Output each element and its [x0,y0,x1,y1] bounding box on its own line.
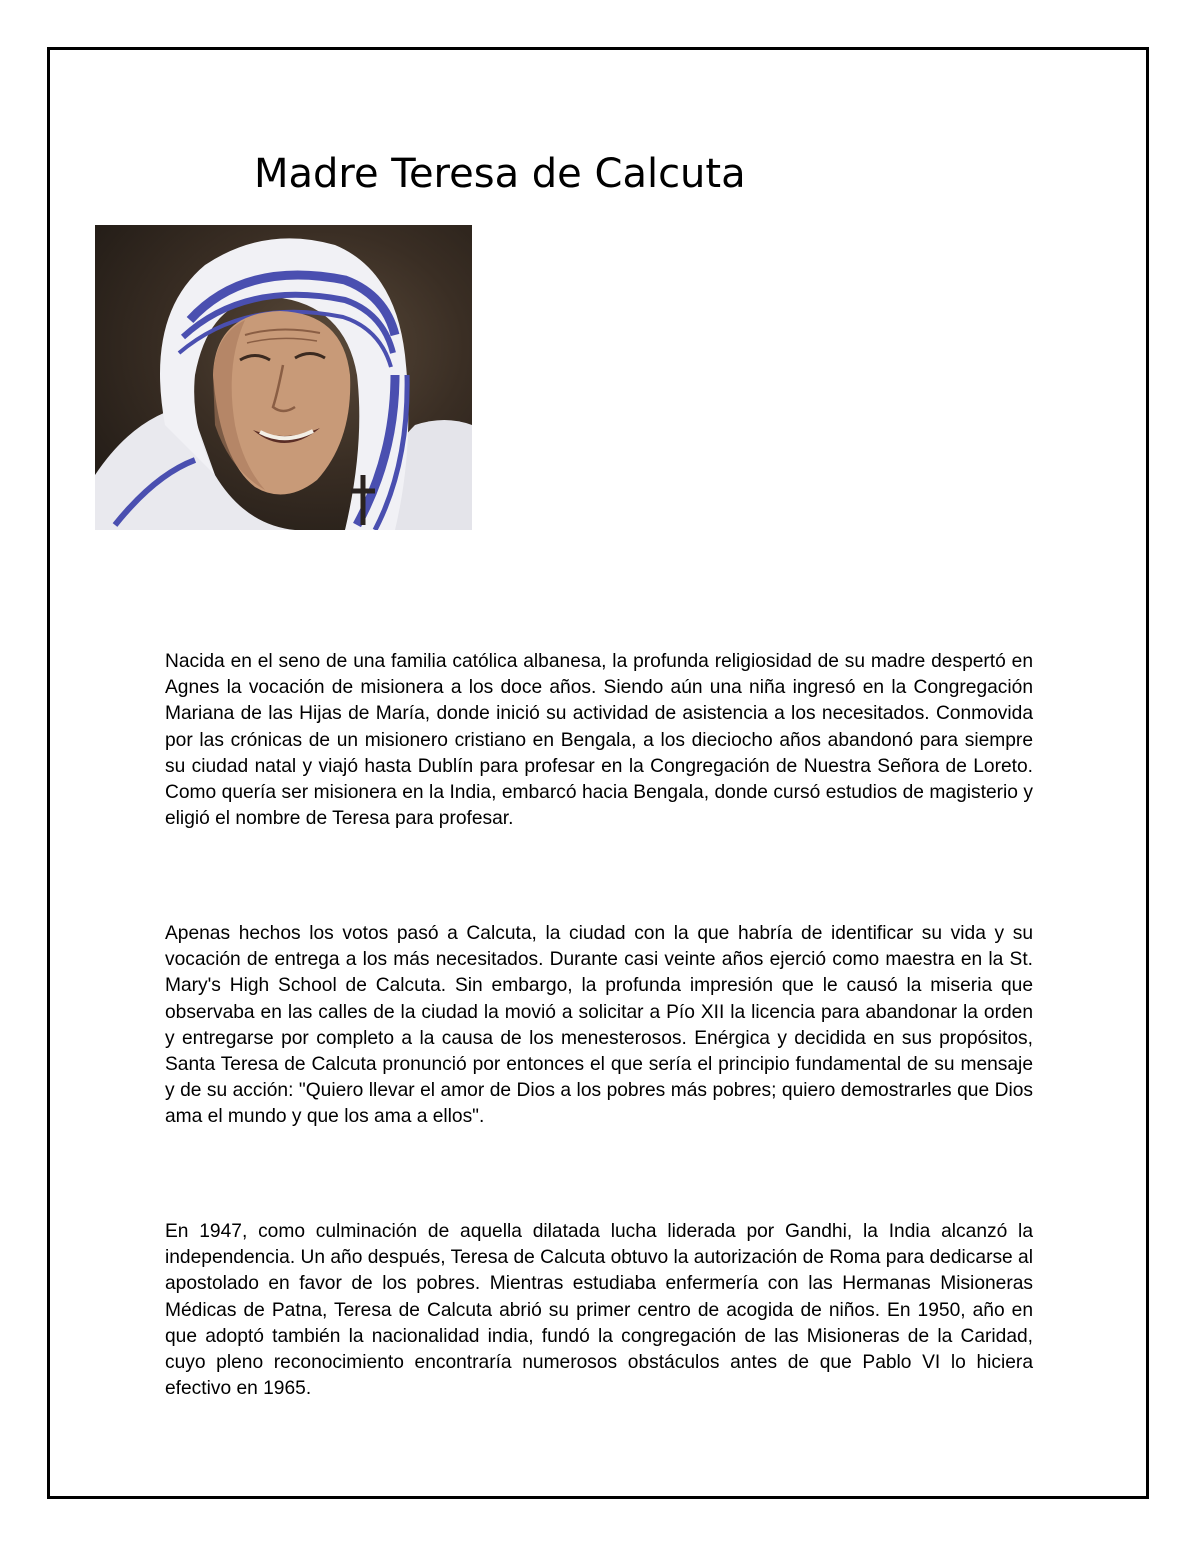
paragraph-1: Nacida en el seno de una familia católica albanesa, la profunda religiosidad de su madre despertó en Agnes la vocación de misionera a los doce años. Siendo aún una niña ingresó en la Congregación Mariana de las Hijas de María, donde inició su actividad de asistencia a los necesitados. Conmovida por las crónicas de un misionero cristiano en Bengala, a los dieciocho años abandonó para siempre su ciudad natal y viajó hasta Dublín para profesar en la Congregación de Nuestra Señora de Loreto. Como quería ser misionera en la India, embarcó hacia Bengala, donde cursó estudios de magisterio y eligió el nombre de Teresa para profesar. [165,651,1033,830]
page-title: Madre Teresa de Calcuta [254,151,746,197]
paragraph-3: En 1947, como culminación de aquella dilatada lucha liderada por Gandhi, la India alcanzó la independencia. Un año después, Teresa de Calcuta obtuvo la autorización de Roma para dedicarse al apostolado en favor de los pobres. Mientras estudiaba enfermería con las Hermanas Misioneras Médicas de Patna, Teresa de Calcuta abrió su primer centro de acogida de niños. En 1950, año en que adoptó también la nacionalidad india, fundó la congregación de las Misioneras de la Caridad, cuyo pleno reconocimiento encontraría numerosos obstáculos antes de que Pablo VI lo hiciera efectivo en 1965. [165,1221,1033,1400]
paragraph-2: Apenas hechos los votos pasó a Calcuta, la ciudad con la que habría de identificar su vida y su vocación de entrega a los más necesitados. Durante casi veinte años ejerció como maestra en la St. Mary's High School de Calcuta. Sin embargo, la profunda impresión que le causó la miseria que observaba en las calles de la ciudad la movió a solicitar a Pío XII la licencia para abandonar la orden y entregarse por completo a la causa de los menesterosos. Enérgica y decidida en sus propósitos, Santa Teresa de Calcuta pronunció por entonces el que sería el principio fundamental de su mensaje y de su acción: "Quiero llevar el amor de Dios a los pobres más pobres; quiero demostrarles que Dios ama el mundo y que los ama a ellos". [165,923,1033,1128]
portrait-illustration [95,225,472,530]
portrait-photo [95,225,472,530]
